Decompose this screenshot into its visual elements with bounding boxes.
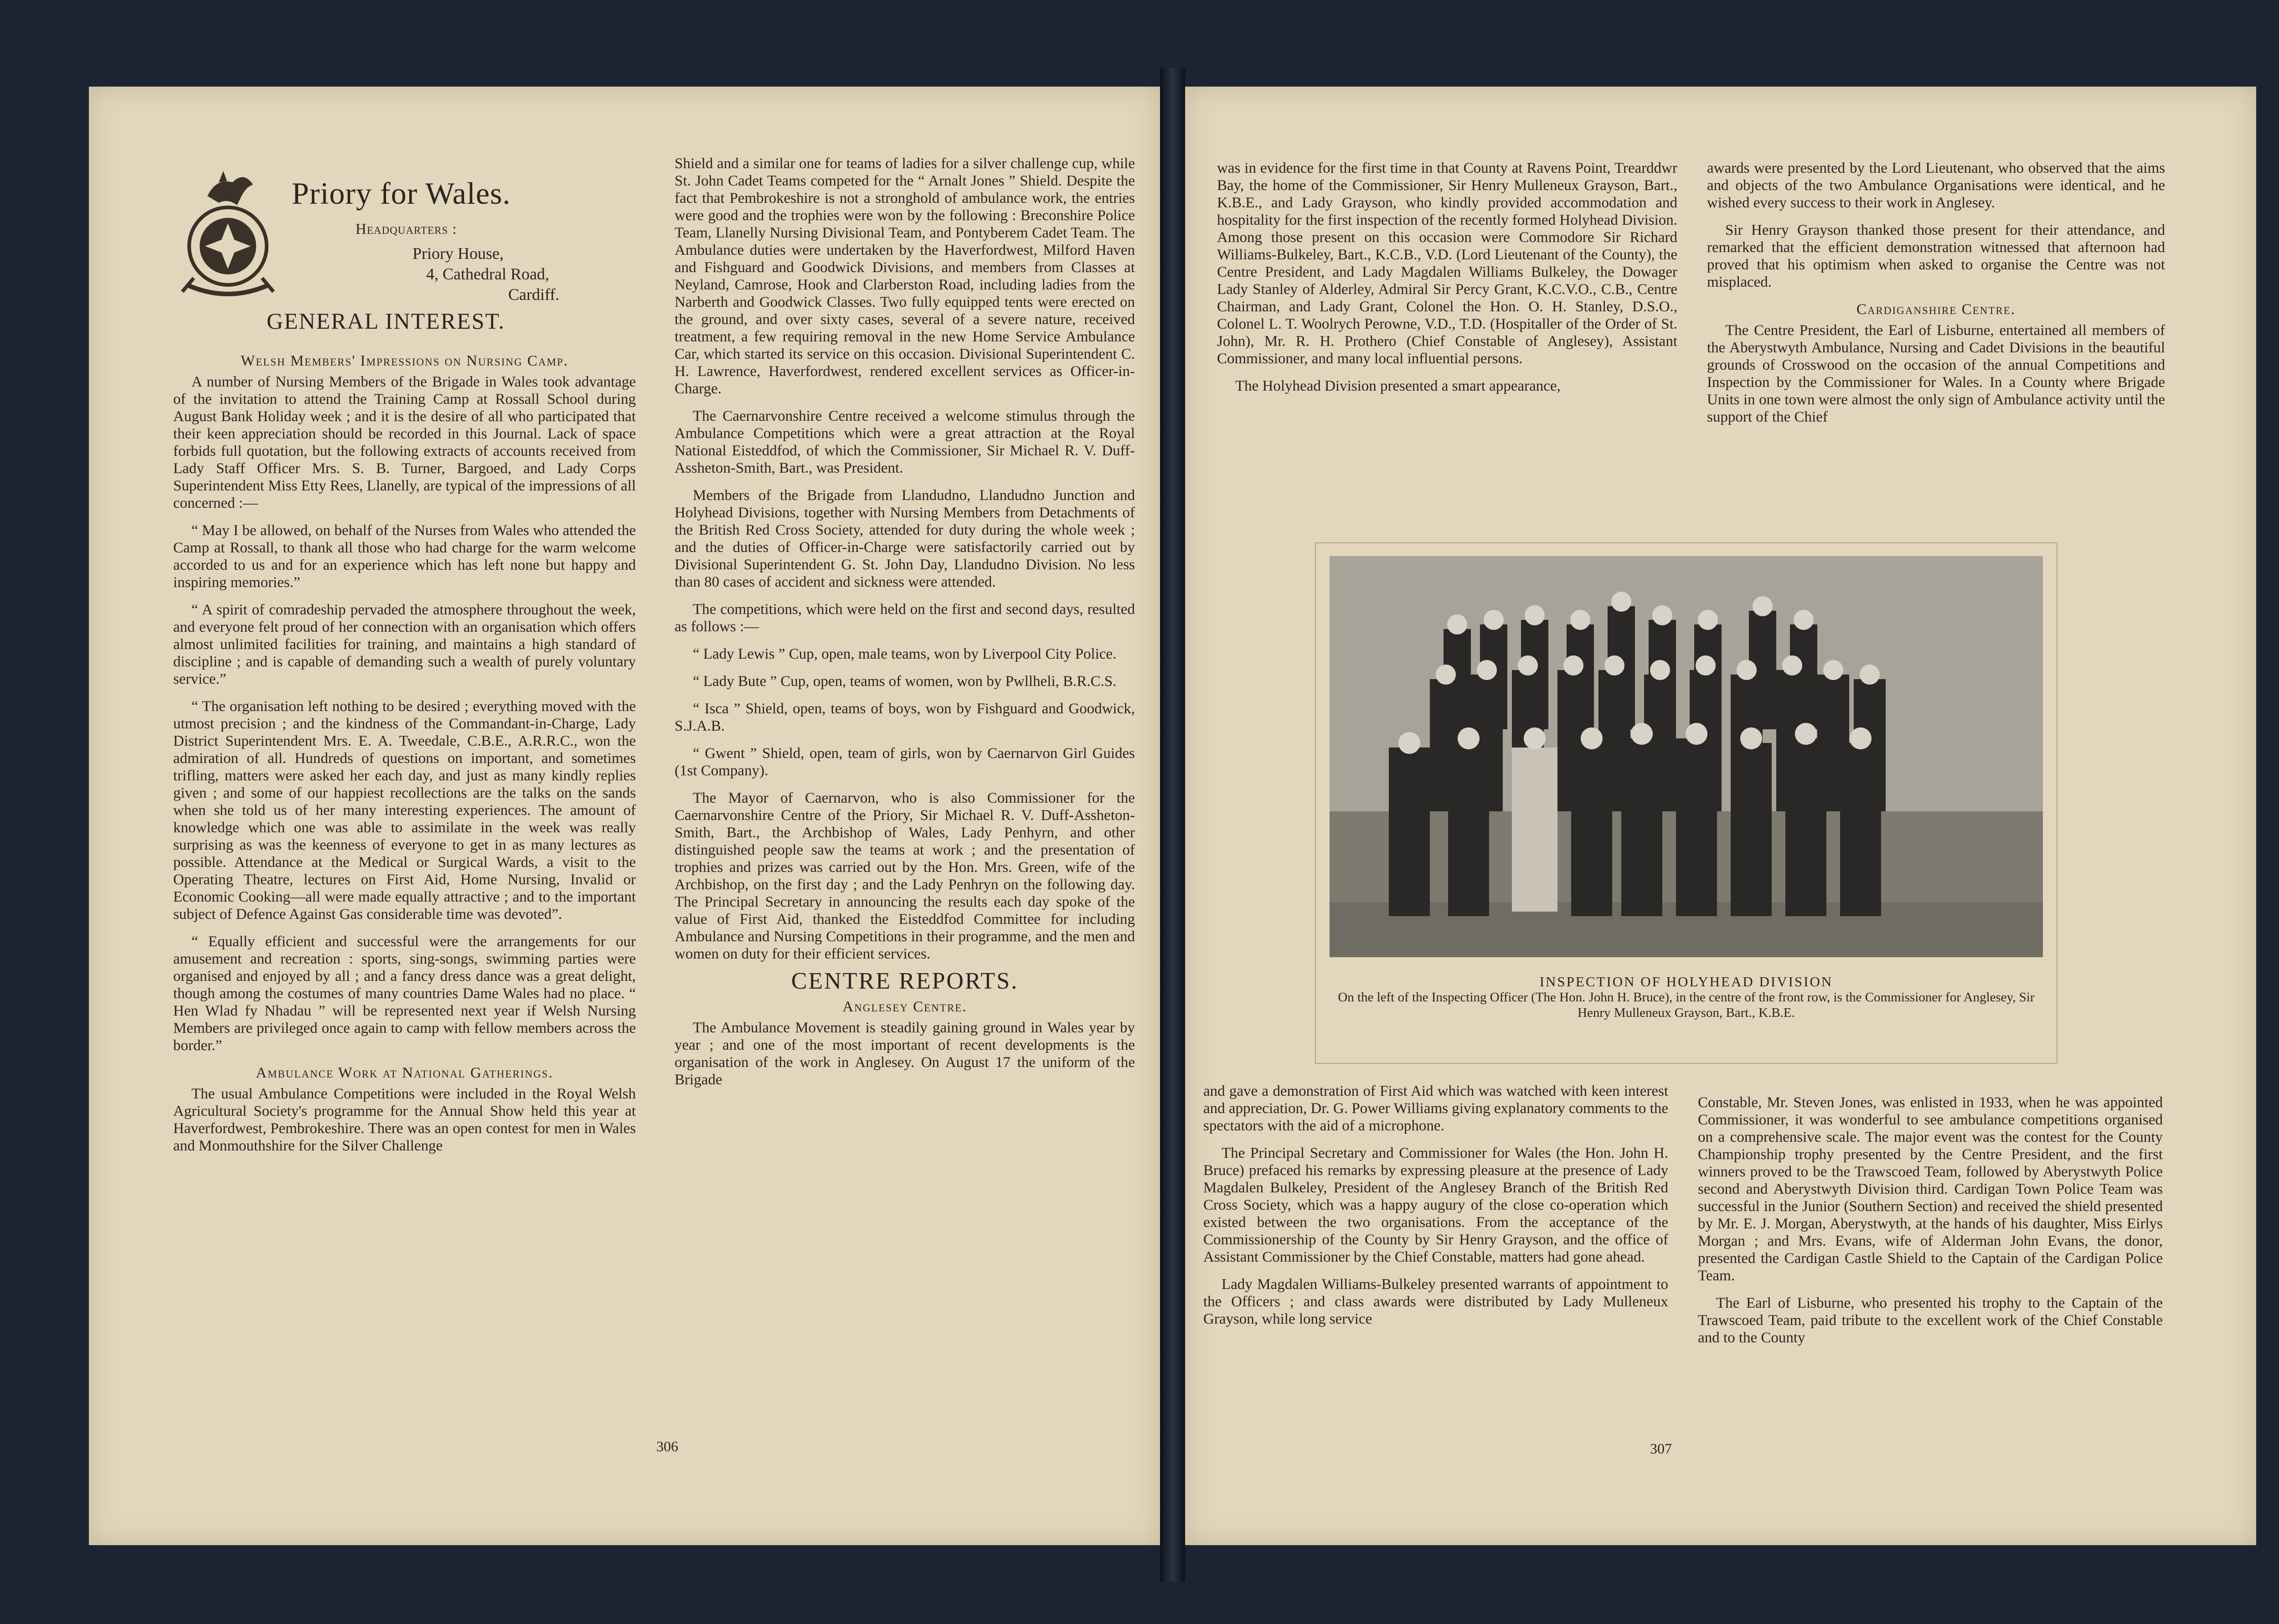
paragraph: Constable, Mr. Steven Jones, was enlisted in 1933, when he was appointed Commissioner, it was wonderful to see ambulance competitions organised on a comprehensive scale. The major event was the contest for the County Championship trophy presented by the Centre President, and the first winners proved to be the Trawscoed Team, followed by Aberystwyth Police second and Aberystwyth Division third. Cardigan Town Police Team was successful in the Junior (Southern Section) and received the shield presented by Mr. E. J. Morgan, Aberystwyth, at the hands of his daughter, Miss Eirlys Morgan ; and Mrs. Evans, wife of Alderman John Evans, the donor, presented the Cardigan Castle Shield to the Captain of the Cardigan Police Team. xyxy=(1698,1094,2163,1284)
paragraph: The Earl of Lisburne, who presented his trophy to the Captain of the Trawscoed Team, paid tribute to the excellent work of the Chief Constable and to the County xyxy=(1698,1295,2163,1346)
photo-caption-title: INSPECTION OF HOLYHEAD DIVISION xyxy=(1539,974,1833,990)
paragraph: Lady Magdalen Williams-Bulkeley presented warrants of appointment to the Officers ; and class awards were distributed by Lady Mulleneux Grayson, while long service xyxy=(1203,1276,1668,1327)
paragraph: A number of Nursing Members of the Brigade in Wales took advantage of the invitation to attend the Training Camp at Rossall School during August Bank Holiday week ; and it is the desire of all who participated that their keen appreciation should be recorded in this Journal. Lack of space forbids full quotation, but the following extracts of accounts received from Lady Staff Officer Mrs. S. B. Turner, Bargoed, and Lady Corps Superintendent Miss Etty Rees, Llanelly, are typical of the impressions of all concerned :— xyxy=(173,374,636,511)
paragraph: “ The organisation left nothing to be desired ; everything moved with the utmost precision ; and the kindness of the Commandant-in-Charge, Lady District Superintendent Mrs. E. A. Tweedale, C.B.E., A.R.R.C., won the admiration of all. Hundreds of questions on important, and sometimes trifling, matters were asked her each day, and just as many kindly replies given ; and some of our happiest recollections are the talks on the sands when she told us of her many interesting experiences. The amount of knowledge which one was able to assimilate in the week was really surprising as was the keenness of everyone to get in as many lectures as possible. Attendance at the Medical or Surgical Wards, a visit to the Operating Theatre, lectures on First Aid, Home Nursing, Invalid or Economic Cooking—all were made equally attractive ; and to the important subject of Defence Against Gas considerable time was devoted”. xyxy=(173,698,636,923)
photo-caption-text: On the left of the Inspecting Officer (The Hon. John H. Bruce), in the centre of the front row, is the Commissioner for Anglesey, Sir Henry Mulleneux Grayson, Bart., K.B.E. xyxy=(1338,990,2035,1020)
paragraph: Shield and a similar one for teams of ladies for a silver challenge cup, while St. John Cadet Teams competed for the “ Arnalt Jones ” Shield. Despite the fact that Pembrokeshire is not a stronghold of ambulance work, the entries were good and the trophies were won by the following : Breconshire Police Team, Llanelly Nursing Divisional Team, and Pontyberem Cadet Team. The Ambulance duties were undertaken by the Haverfordwest, Milford Haven and Fishguard and Goodwick Divisions, and members from Classes at Neyland, Camrose, Hook and Clarberston Road, including ladies from the Narberth and Goodwick Classes. Two fully equipped tents were erected on the ground, and over sixty cases, several of a severe nature, received treatment, a few requiring removal in the new Home Service Ambulance Car, which started its service on this occasion. Divisional Superintendent C. H. Lawrence, Haverfordwest, rendered excellent services as Officer-in-Charge. xyxy=(675,155,1135,397)
paragraph: The Mayor of Caernarvon, who is also Commissioner for the Caernarvonshire Centre of the Priory, Sir Michael R. V. Duff-Assheton-Smith, Bart., the Archbishop of Wales, Lady Penhyrn, and other distinguished people saw the teams at work ; and the presentation of trophies and prizes was carried out by the Hon. Mrs. Green, wife of the Archbishop, on the first day ; and the Lady Penhryn on the following day. The Principal Secretary in announcing the results each day spoke of the value of First Aid, thanked the Eisteddfod Committee for including Ambulance and Nursing Competitions in their programme, and the men and women on duty for their efficient services. xyxy=(675,790,1135,962)
address-line-2: 4, Cathedral Road, xyxy=(426,265,549,283)
paragraph: “ Gwent ” Shield, open, team of girls, won by Caernarvon Girl Guides (1st Company). xyxy=(675,745,1135,779)
address-line-3: Cardiff. xyxy=(508,285,560,304)
paragraph: “ Lady Bute ” Cup, open, teams of women, won by Pwllheli, B.R.C.S. xyxy=(693,673,1117,690)
paragraph: and gave a demonstration of First Aid which was watched with keen interest and appreciation, Dr. G. Power Williams giving explanatory comments to the spectators with the aid of a microphone. xyxy=(1203,1083,1668,1134)
paragraph: The competitions, which were held on the first and second days, resulted as follows :— xyxy=(675,601,1135,635)
left-column-1 xyxy=(173,344,636,1520)
paragraph: awards were presented by the Lord Lieutenant, who observed that the aims and objects of the two Ambulance Organisations were identical, and he wished every success to their work in Anglesey. xyxy=(1707,160,2165,211)
paragraph: The usual Ambulance Competitions were included in the Royal Welsh Agricultural Society's programme for the Annual Show held this year at Haverfordwest, Pembrokeshire. There was an open contest for men in Wales and Monmouthshire for the Silver Challenge xyxy=(173,1086,636,1154)
holyhead-division-group-photo xyxy=(1330,556,2043,957)
anglesey-centre-subhead: Anglesey Centre. xyxy=(842,999,967,1015)
left-column-2 xyxy=(675,155,1135,1477)
paragraph: “ Lady Lewis ” Cup, open, male teams, won by Liverpool City Police. xyxy=(693,646,1117,662)
paragraph: “ A spirit of comradeship pervaded the atmosphere throughout the week, and everyone felt proud of her connection with an organisation which offers almost unlimited facilities for training, and maintains a high standard of discipline ; and is capable of demanding such a wealth of purely voluntary service.” xyxy=(173,602,636,687)
centre-reports-heading: CENTRE REPORTS. xyxy=(791,968,1019,994)
paragraph: The Ambulance Movement is steadily gaining ground in Wales year by year ; and one of the most important of recent developments is the organisation of the work in Anglesey. On August 17 the uniform of the Brigade xyxy=(675,1020,1135,1088)
book-gutter xyxy=(1160,68,1185,1582)
nursing-camp-subhead: Welsh Members' Impressions on Nursing Camp. xyxy=(241,353,568,369)
page-number-right: 307 xyxy=(1650,1440,1672,1457)
paragraph: “ Isca ” Shield, open, teams of boys, won by Fishguard and Goodwick, S.J.A.B. xyxy=(675,701,1135,734)
paragraph: “ Equally efficient and successful were the arrangements for our amusement and recreation : sports, sing-songs, swimming parties were organised and enjoyed by all ; and a fancy dress dance was a great delight, though among the costumes of many countries Dame Wales had no place. “ Hen Wlad fy Nhadau ” will be represented next year if Welsh Nursing Members are privileged once again to camp with fellow members across the border.” xyxy=(173,933,636,1054)
general-interest-heading: GENERAL INTEREST. xyxy=(267,308,505,334)
paragraph: The Principal Secretary and Commissioner for Wales (the Hon. John H. Bruce) prefaced his remarks by expressing pleasure at the presence of Lady Magdalen Bulkeley, President of the Anglesey Branch of the British Red Cross Society, which was a happy augury of the close co-operation which existed between the two organisations. From the acceptance of the Commissionership of the County by Sir Henry Grayson, and the office of Assistant Commissioner by the Chief Constable, matters had gone ahead. xyxy=(1203,1145,1668,1265)
right-column-1 xyxy=(1217,160,1677,606)
right-column-2 xyxy=(1707,160,2165,606)
priory-title: Priory for Wales. xyxy=(292,176,511,211)
right-column-1-lower xyxy=(1203,1083,1668,1493)
paragraph: The Holyhead Division presented a smart appearance, xyxy=(1235,378,1561,394)
paragraph: “ May I be allowed, on behalf of the Nurses from Wales who attended the Camp at Rossall, to thank all those who had charge for the warm welcome accorded to us and for an experience which has left none but happy and inspiring memories.” xyxy=(173,522,636,591)
photo-frame xyxy=(1315,542,2057,1064)
paragraph: Sir Henry Grayson thanked those present for their attendance, and remarked that the efficient demonstration witnessed that afternoon had proved that his optimism when asked to organise the Centre was not misplaced. xyxy=(1707,222,2165,290)
page-number-left: 306 xyxy=(656,1438,678,1454)
national-gatherings-subhead: Ambulance Work at National Gatherings. xyxy=(256,1065,553,1081)
paragraph: The Centre President, the Earl of Lisburne, entertained all members of the Aberystwyth Ambulance, Nursing and Cadet Divisions in the beautiful grounds of Crosswood on the occasion of the annual Competitions and Inspection by the Commissioner for Wales. In a County where Brigade Units in one town were almost the only sign of Ambulance activity until the support of the Chief xyxy=(1707,322,2165,425)
paragraph: The Caernarvonshire Centre received a welcome stimulus through the Ambulance Competitions which were a great attraction at the Royal National Eisteddfod, of which the Commissioner, Sir Michael R. V. Duff-Assheton-Smith, Bart., was President. xyxy=(675,408,1135,476)
cardiganshire-centre-subhead: Cardiganshire Centre. xyxy=(1856,301,2016,318)
paragraph: Members of the Brigade from Llandudno, Llandudno Junction and Holyhead Divisions, together with Nursing Members from Detachments of the British Red Cross Society, attended for duty during the whole week ; and the duties of Officer-in-Charge were satisfactorily carried out by Divisional Superintendent G. St. John Day, Llandudno Division. No less than 80 cases of accident and sickness were attended. xyxy=(675,487,1135,590)
address-line-1: Priory House, xyxy=(412,244,504,263)
order-of-st-john-crest xyxy=(175,164,280,301)
paragraph: was in evidence for the first time in that County at Ravens Point, Trearddwr Bay, the home of the Commissioner, Sir Henry Mulleneux Grayson, Bart., K.B.E., and Lady Grayson, who kindly provided accommodation and hospitality for the first inspection of the recently formed Holyhead Division. Among those present on this occasion were Commodore Sir Richard Williams-Bulkeley, Bart., K.C.B., V.D. (Lord Lieutenant of the County), the Centre President, and Lady Magdalen Williams Bulkeley, the Dowager Lady Stanley of Alderley, Admiral Sir Percy Grant, K.C.V.O., C.B., Centre Chairman, and Lady Grant, Colonel the Hon. O. H. Stanley, D.S.O., Colonel L. T. Woolrych Perowne, V.D., T.D. (Hospitaller of the Order of St. John), Mr. R. H. Prothero (Chief Constable of Anglesey), Assistant Commissioner, and many local influential persons. xyxy=(1217,160,1677,367)
headquarters-label: Headquarters : xyxy=(356,221,457,237)
right-column-2-lower xyxy=(1698,1094,2163,1504)
photo-caption xyxy=(1334,974,2038,1021)
left-page xyxy=(89,87,1160,1545)
